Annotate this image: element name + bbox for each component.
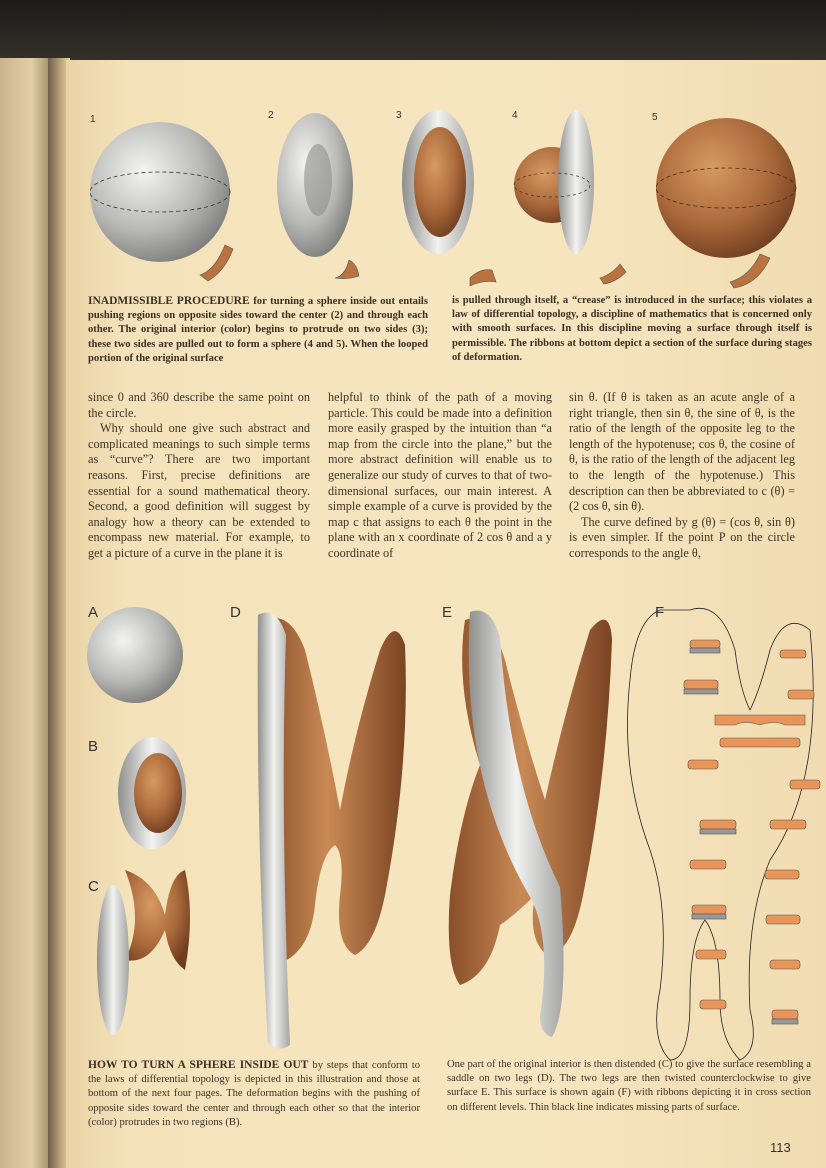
surface-d-saddle [258,613,406,1049]
bottom-caption-heading: HOW TO TURN A SPHERE INSIDE OUT [88,1059,309,1071]
top-caption-right: is pulled through itself, a “crease” is introduced in the surface; this violates a law of differential topology, a discipline of mathematics that is concerned only with smooth surfaces. In this discipline moving a surface through itself is permissible. The ribbons at bottom depict a section of the surface during stages of deformation. [452,295,812,363]
sphere-step-5 [656,118,796,288]
top-caption-heading: INADMISSIBLE PROCEDURE [88,295,250,307]
surface-f-ribbons [628,608,821,1060]
body-column-2: helpful to think of the path of a moving particle. This could be made into a definition more easily grasped by the intuition than “a map from the circle into the plane,” but the more abstract definition will enable us to generalize our study of curves to that of two-dimensional surfaces, our main interest. A simple example of a curve is provided by the map c that assigns to each θ the point in the plane with an x coordinate of 2 cos θ and a y coordinate of [328,390,552,560]
figure-letter-c: C [88,878,99,895]
figure-letter-b: B [88,738,99,755]
body-column-3: sin θ. (If θ is taken as an acute angle of a right triangle, then sin θ, the sine of θ, is the ratio of the length of the opposite leg to the length of the hypotenuse; cos θ, the cosine of θ, is the ratio of the length of the adjacent leg to the length of the hypotenuse.) This description can then be abbreviated to c (θ) = (2 cos θ, sin θ). The curve defined by g (θ) = (cos θ, sin θ) is even simpler. If the point P on the circle corresponds to the angle θ, [569,390,795,560]
figure-letter-f: F [655,604,665,621]
surface-b [118,737,186,849]
top-caption-left: INADMISSIBLE PROCEDURE for turning a sphere inside out entails pushing regions on opposite sides toward the center (2) and through each other. The original interior (color) begins to protrude on two sides (3); these two sides are pulled out to form a sphere (4 and 5). When the looped portion of the original surface [88,295,428,364]
figure-letter-e: E [442,604,453,621]
bottom-caption-left: HOW TO TURN A SPHERE INSIDE OUT by steps that conform to the laws of differential topology is depicted in this illustration and those at bottom of the next four pages. The deformation begins with the pushing of opposite sides toward the center and through each other so that the interior (color) protrudes in two regions (B). [88,1059,420,1128]
surface-c [97,870,190,1035]
figure-number-4: 4 [512,110,518,121]
figure-number-2: 2 [268,110,274,121]
surface-e-twisted [449,610,612,1037]
sphere-step-4 [514,110,626,284]
figure-letter-d: D [230,604,241,621]
body-column-1: since 0 and 360 describe the same point on the circle. Why should one give such abstract and complicated meanings to such simple terms as “curve”? There are two important reasons. First, precise definitions are essential for a sound mathematical theory. Second, a good definition will suggest by analogy how a theory can be extended to encompass new material. For example, to get a picture of a curve in the plane it is [88,390,310,560]
sphere-step-1 [90,122,233,281]
surface-a-sphere [87,607,183,703]
page-number: 113 [770,1140,791,1155]
sphere-step-3 [402,110,496,286]
figure-number-5: 5 [652,112,658,123]
figure-letter-a: A [88,604,99,621]
figure-number-3: 3 [396,110,402,121]
bottom-caption-right: One part of the original interior is then distended (C) to give the surface resembling a saddle on two legs (D). The two legs are then twisted counterclockwise to give surface E. This surface is shown again (F) with ribbons depicting it in cross section on different levels. Thin black line indicates missing parts of surface. [447,1059,811,1113]
figure-number-1: 1 [90,114,96,125]
sphere-step-2 [277,113,359,279]
